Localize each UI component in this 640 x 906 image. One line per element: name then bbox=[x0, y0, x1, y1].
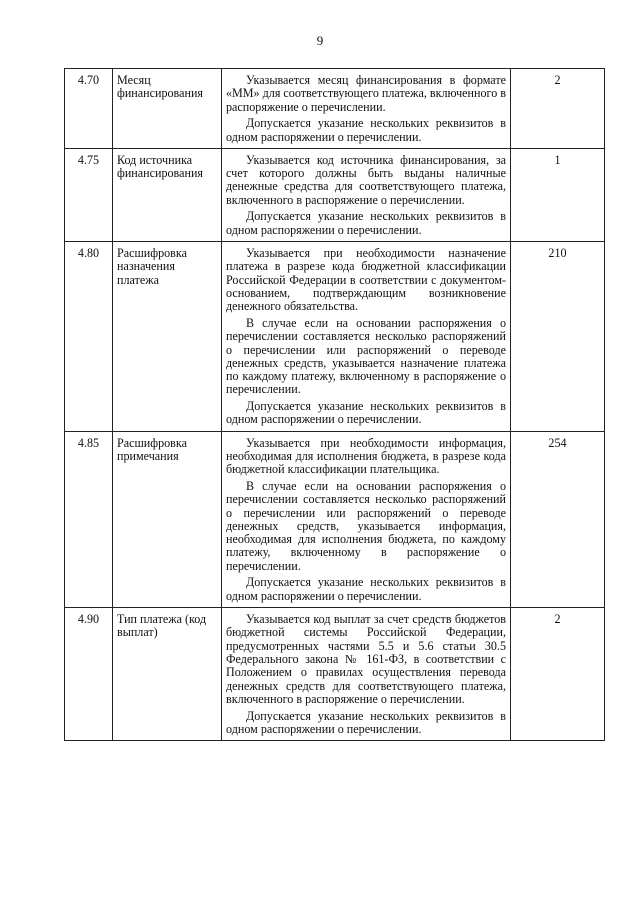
field-name: Расшифровка примечания bbox=[113, 431, 222, 607]
field-description bbox=[222, 148, 511, 241]
field-length: 2 bbox=[511, 69, 605, 149]
field-length: 210 bbox=[511, 242, 605, 432]
table-row bbox=[65, 148, 605, 241]
field-length: 254 bbox=[511, 431, 605, 607]
page-number: 9 bbox=[316, 33, 324, 48]
row-number: 4.70 bbox=[65, 69, 113, 149]
description-paragraph: Указывается код источника финансирования, за счет которого должны быть выданы наличные денежные средства для соответствующего платежа, включенного в распоряжение о перечислении. bbox=[226, 152, 506, 207]
row-number: 4.90 bbox=[65, 608, 113, 741]
description-paragraph: Допускается указание нескольких реквизитов в одном распоряжении о перечислении. bbox=[226, 575, 506, 603]
description-paragraph: Указывается при необходимости информация, необходимая для исполнения бюджета, в разрезе кода бюджетной классификации плательщика. bbox=[226, 435, 506, 477]
description-paragraph: Допускается указание нескольких реквизитов в одном распоряжении о перечислении. bbox=[226, 116, 506, 144]
row-number: 4.85 bbox=[65, 431, 113, 607]
field-description bbox=[222, 242, 511, 432]
description-paragraph: Допускается указание нескольких реквизитов в одном распоряжении о перечислении. bbox=[226, 209, 506, 237]
row-number: 4.80 bbox=[65, 242, 113, 432]
field-description bbox=[222, 69, 511, 149]
row-number: 4.75 bbox=[65, 148, 113, 241]
field-name: Месяц финансирования bbox=[113, 69, 222, 149]
field-length: 2 bbox=[511, 608, 605, 741]
field-name: Расшифровка назначения платежа bbox=[113, 242, 222, 432]
table-row bbox=[65, 608, 605, 741]
field-name: Тип платежа (код выплат) bbox=[113, 608, 222, 741]
description-paragraph: Указывается код выплат за счет средств бюджетов бюджетной системы Российской Федерации, предусмотренных частями 5.5 и 5.6 статьи 30.5 Федерального закона № 161-ФЗ, в соответствии с Положением о правилах осуществления перевода денежных средств для соответствующего платежа, включенного в распоряжение о перечислении. bbox=[226, 612, 506, 706]
description-paragraph: Указывается месяц финансирования в формате «ММ» для соответствующего платежа, включенного в распоряжение о перечислении. bbox=[226, 73, 506, 114]
field-length: 1 bbox=[511, 148, 605, 241]
requisites-table bbox=[64, 68, 605, 741]
description-paragraph: В случае если на основании распоряжения о перечислении составляется несколько распоряжений о перечислении или распоряжений о переводе денежных средств, указывается назначение платежа по каждому платежу, включенному в распоряжение о перечислении. bbox=[226, 315, 506, 397]
description-paragraph: Допускается указание нескольких реквизитов в одном распоряжении о перечислении. bbox=[226, 399, 506, 427]
table-row bbox=[65, 242, 605, 432]
field-description bbox=[222, 431, 511, 607]
table-row bbox=[65, 69, 605, 149]
table-row bbox=[65, 431, 605, 607]
description-paragraph: Допускается указание нескольких реквизитов в одном распоряжении о перечислении. bbox=[226, 708, 506, 736]
field-description bbox=[222, 608, 511, 741]
description-paragraph: Указывается при необходимости назначение платежа в разрезе кода бюджетной классификации Российской Федерации в соответствии с документом-основанием, подтверждающим возникновение денежного обязательства. bbox=[226, 246, 506, 314]
field-name: Код источника финансирования bbox=[113, 148, 222, 241]
description-paragraph: В случае если на основании распоряжения о перечислении составляется несколько распоряжений о перечислении или распоряжений о переводе денежных средств, указывается информация, необходимая для исполнения бюджета, по каждому платежу, включенному в распоряжение о перечислении. bbox=[226, 478, 506, 573]
